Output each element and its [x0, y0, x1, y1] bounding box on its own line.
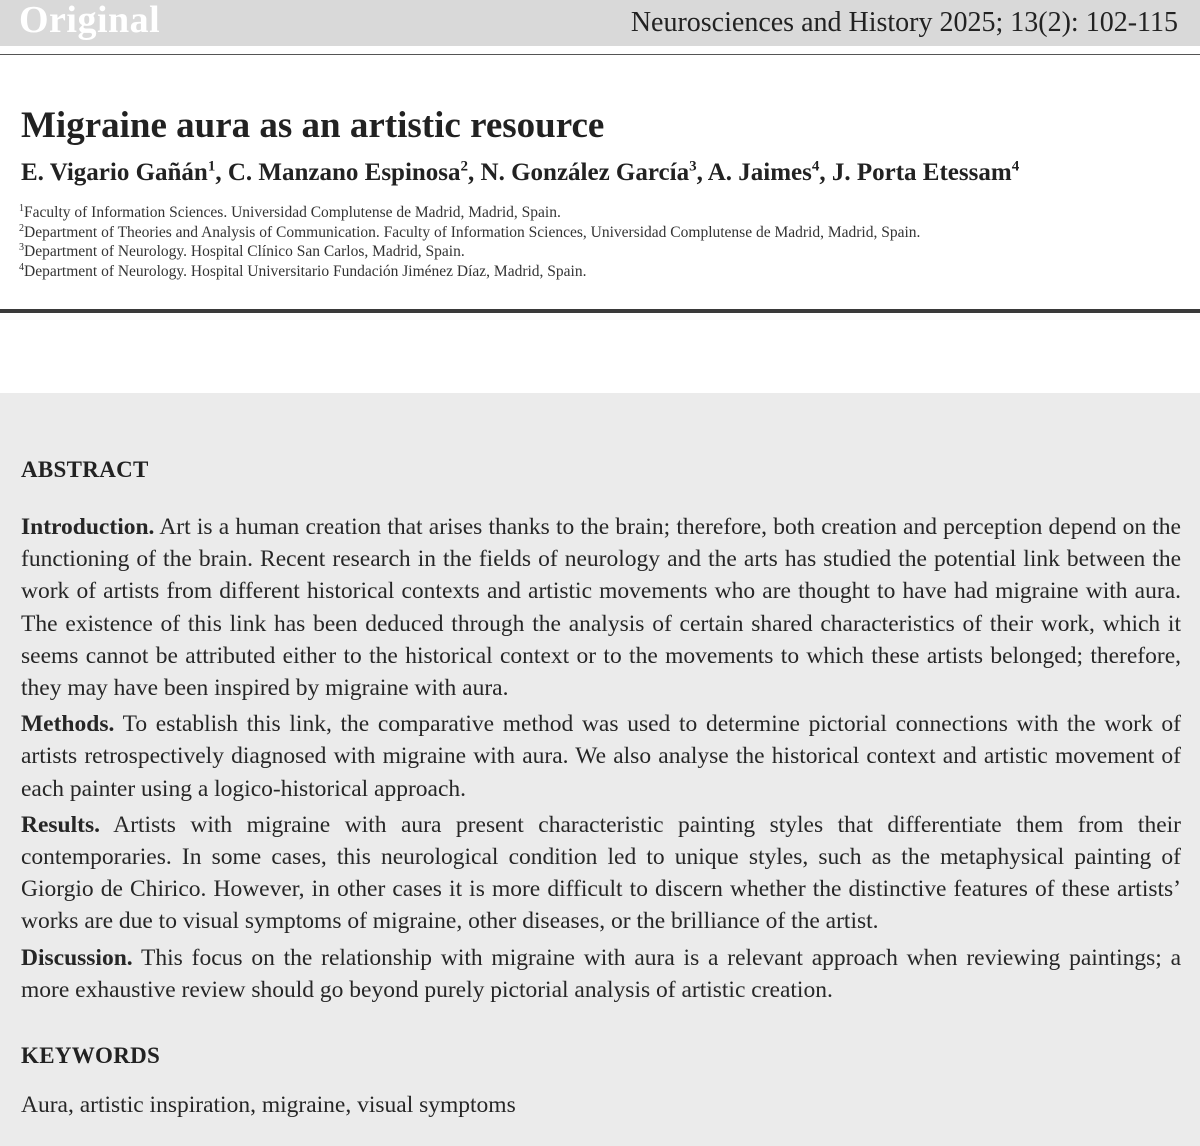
affiliation-number: 2 [19, 222, 25, 234]
author-separator: , [468, 159, 481, 186]
affiliation-text: Department of Neurology. Hospital Clínico San Carlos, Madrid, Spain. [24, 243, 465, 260]
abstract-body [21, 511, 1181, 1010]
author-name: C. Manzano Espinosa [227, 159, 461, 186]
title-block-divider [0, 309, 1200, 313]
author-affiliation-number: 4 [1011, 158, 1020, 175]
affiliation-text: Department of Neurology. Hospital Universitario Fundación Jiménez Díaz, Madrid, Spain. [24, 262, 587, 280]
abstract-methods [21, 708, 1181, 805]
author-name: N. González García [480, 159, 690, 186]
author-separator: , [819, 159, 832, 186]
abstract-results [21, 809, 1181, 938]
keywords-list: Aura, artistic inspiration, migraine, visual symptoms [21, 1092, 516, 1118]
affiliation-number: 1 [19, 202, 25, 214]
abstract-introduction [21, 511, 1181, 704]
introduction-text: Art is a human creation that arises thanks to the brain; therefore, both creation and perception depend on the functioning of the brain. Recent research in the fields of neurology and the arts has studied the potential link between the work of artists from different historical contexts and artistic movements who are thought to have had migraine with aura. The existence of this link has been deduced through the analysis of certain shared characteristics of their work, which it seems cannot be attributed either to the historical context or to the movements to which these artists belonged; therefore, they may have been inspired by migraine with aura. [21, 514, 1181, 702]
introduction-label: Introduction. [21, 514, 155, 540]
keywords-heading: KEYWORDS [21, 1043, 161, 1068]
author-name: E. Vigario Gañán [21, 159, 208, 186]
author-affiliation-number: 2 [460, 158, 469, 175]
affiliation-item [19, 262, 920, 282]
article-title: Migraine aura as an artistic resource [21, 105, 605, 146]
results-text: Artists with migraine with aura present characteristic painting styles that differentiate them from their contemporaries. In some cases, this neurological condition led to unique styles, such as the metaphysical painting of Giorgio de Chirico. However, in other cases it is more difficult to discern whether the distinctive features of these artists’ works are due to visual symptoms of migraine, other diseases, or the brilliance of the artist. [21, 811, 1181, 935]
author-affiliation-number: 3 [689, 158, 697, 175]
affiliation-item [19, 203, 920, 223]
journal-reference: Neurosciences and History 2025; 13(2): 102-115 [630, 7, 1178, 38]
results-label: Results. [21, 811, 100, 838]
affiliation-number: 4 [19, 261, 25, 273]
methods-text: To establish this link, the comparative method was used to determine pictorial connections with the work of artists retrospectively diagnosed with migraine with aura. We also analyse the historical context and artistic movement of each painter using a logico-historical approach. [21, 711, 1182, 802]
affiliation-text: Department of Theories and Analysis of Communication. Faculty of Information Sciences, Universidad Complutense de Madrid, Madrid, Spain. [24, 223, 921, 241]
abstract-heading: ABSTRACT [21, 457, 149, 482]
author-list [21, 155, 1019, 191]
header-bar [0, 0, 1200, 46]
affiliation-number: 3 [19, 241, 25, 253]
affiliation-list [19, 203, 920, 281]
author-separator: , [215, 159, 228, 186]
affiliation-item [19, 223, 920, 243]
affiliation-item [19, 242, 920, 262]
affiliation-text: Faculty of Information Sciences. Universidad Complutense de Madrid, Madrid, Spain. [24, 204, 561, 221]
author-name: J. Porta Etessam [831, 159, 1012, 186]
author-separator: , [696, 159, 708, 186]
discussion-text: This focus on the relationship with migraine with aura is a relevant approach when reviewing paintings; a more exhaustive review should go beyond purely pictorial analysis of artistic creation. [21, 944, 1181, 1003]
author-name: A. Jaimes [707, 159, 812, 186]
abstract-discussion [21, 942, 1181, 1006]
methods-label: Methods. [21, 711, 115, 738]
author-affiliation-number: 1 [207, 158, 216, 175]
section-label: Original [19, 0, 161, 41]
author-affiliation-number: 4 [811, 158, 820, 175]
discussion-label: Discussion. [21, 944, 133, 971]
header-divider [0, 54, 1200, 55]
